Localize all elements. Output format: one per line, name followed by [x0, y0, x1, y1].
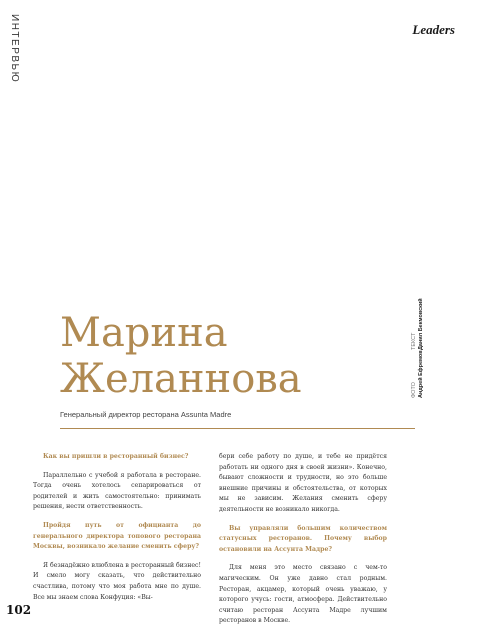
page-number: 102	[6, 603, 32, 617]
question: Как вы пришли в ресторанный бизнес?	[43, 453, 189, 460]
text-column-left	[33, 452, 201, 611]
article-subtitle: Генеральный директор ресторана Assunta Madre	[60, 410, 232, 419]
section-label: ИНТЕРВЬЮ	[9, 14, 20, 84]
text-credit	[411, 298, 439, 350]
answer: Я безнадёжно влюблена в ресторанный бизнес! И смело могу сказать, что действительно счастлива, потому что моя работа мне по душе. Все мы знаем слова Конфуция: «Вы-	[33, 561, 201, 601]
answer: Для меня это место связано с чем-то магическим. Он уже давно стал родным. Ресторан, акцамер, который очень уважаю, у которого учусь: гости, атмосфера. Действительно считаю ресторан Ассунта Мадре лучшим ресторанов в Москве.	[219, 564, 387, 625]
brand-logo: Leaders	[412, 22, 455, 37]
divider-rule	[60, 428, 415, 429]
question: Вы управляли большим количеством статусных ресторанов. Почему выбор остановили на Ассунта Мадре?	[219, 524, 387, 553]
photo-text-credits	[411, 298, 439, 398]
question: Пройдя путь от официанта до генерального директора топового ресторана Москвы, возникало желание сменить сферу?	[33, 521, 201, 551]
credit-role: ФОТО	[411, 382, 417, 398]
credit-name: Андрей Ефремов	[418, 350, 424, 398]
credit-role: ТЕКСТ	[411, 332, 417, 350]
answer: Параллельно с учебой я работала в ресторане. Тогда очень хотелось сепарироваться от родителей и жить самостоятельно: принимать решения, нести ответственность.	[33, 471, 201, 511]
title-line-last-name: Желаннова	[60, 356, 302, 402]
photo-credit	[411, 350, 439, 398]
credit-name: Данил Бекмовский	[418, 298, 424, 350]
answer-continued: бери себе работу по душе, и тебе не придётся работать ни одного дня в своей жизни». Конечно, бывают сложности и трудности, но это больше внешние причины и обстоятельства, от которых мы не зависим. Желания сменить сферу деятельности не возникало никогда.	[219, 453, 387, 513]
article-title	[60, 310, 302, 402]
title-line-first-name: Марина	[60, 310, 228, 356]
text-column-right	[219, 452, 387, 635]
